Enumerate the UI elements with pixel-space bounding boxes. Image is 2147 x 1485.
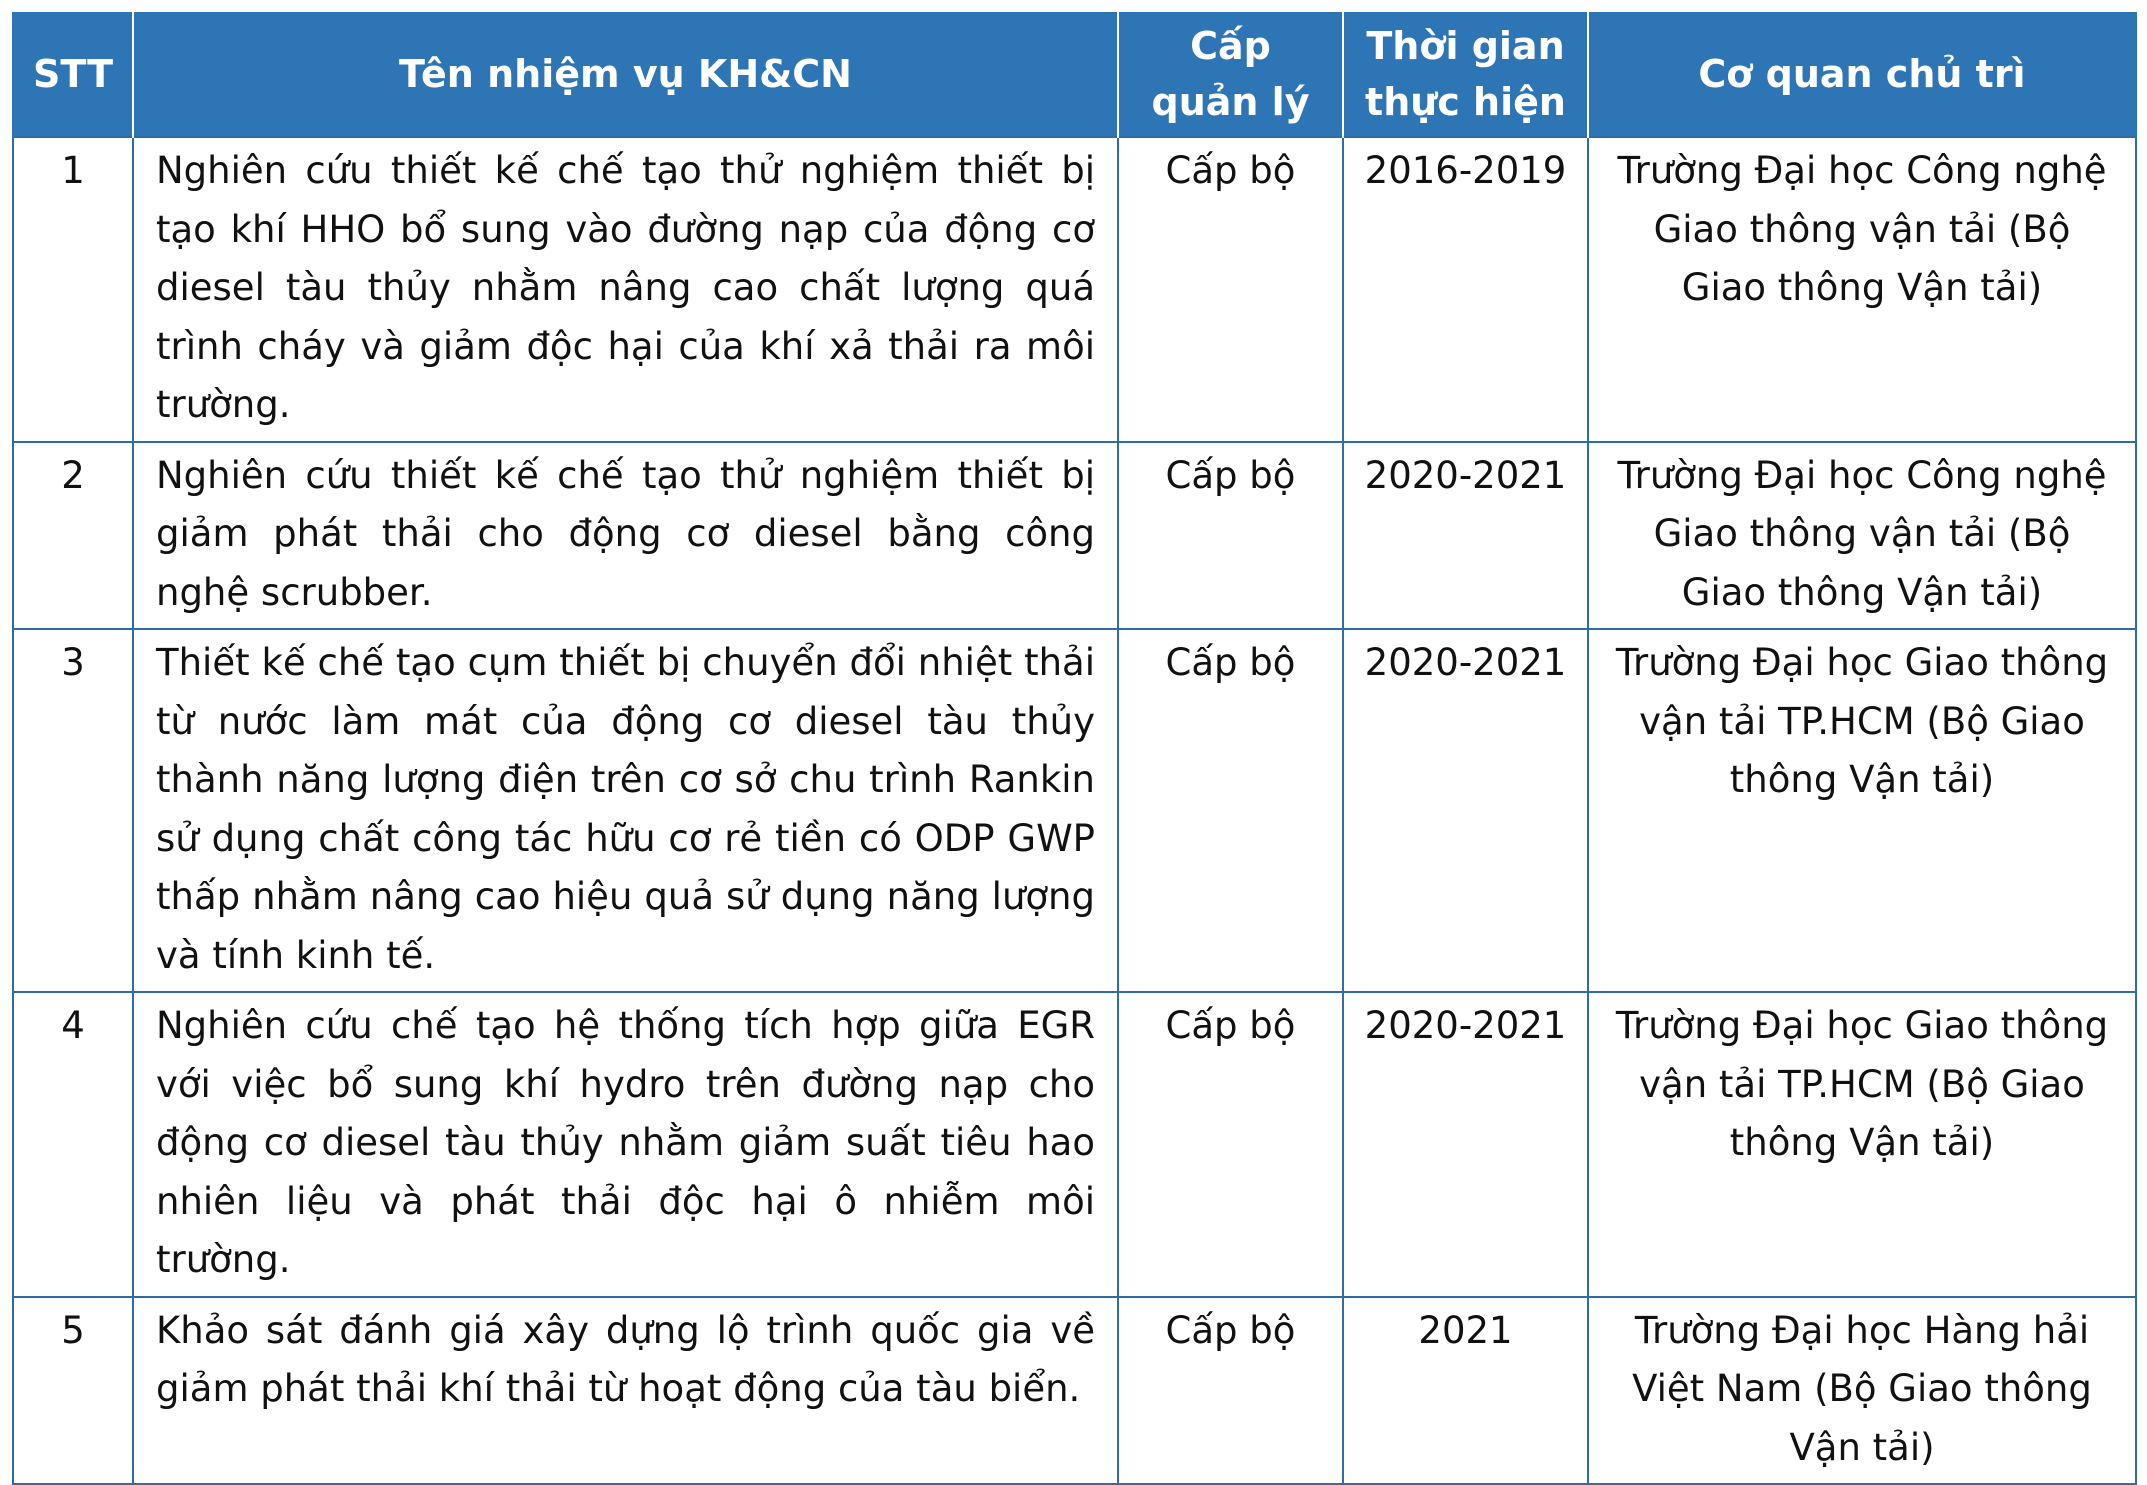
cell-host-organization: Trường Đại học Công nghệ Giao thông vận tải (Bộ Giao thông Vận tải) <box>1588 442 2136 630</box>
cell-management-level: Cấp bộ <box>1118 137 1343 442</box>
table-row <box>13 442 2136 630</box>
header-management-level <box>1118 12 1343 137</box>
cell-duration: 2016-2019 <box>1343 137 1588 442</box>
cell-stt: 1 <box>13 137 133 442</box>
cell-duration: 2020-2021 <box>1343 442 1588 630</box>
cell-stt: 4 <box>13 992 133 1297</box>
table-row <box>13 992 2136 1297</box>
cell-host-organization: Trường Đại học Giao thông vận tải TP.HCM (Bộ Giao thông Vận tải) <box>1588 629 2136 992</box>
cell-task-name: Thiết kế chế tạo cụm thiết bị chuyển đổi nhiệt thải từ nước làm mát của động cơ diesel tàu thủy thành năng lượng điện trên cơ sở chu trình Rankin sử dụng chất công tác hữu cơ rẻ tiền có ODP GWP thấp nhằm nâng cao hiệu quả sử dụng năng lượng và tính kinh tế. <box>133 629 1118 992</box>
table-row <box>13 629 2136 992</box>
cell-stt: 2 <box>13 442 133 630</box>
header-level-line1: Cấp <box>1190 24 1271 68</box>
research-tasks-table-container <box>12 12 2135 1485</box>
cell-management-level: Cấp bộ <box>1118 1297 1343 1485</box>
header-time-line2: thực hiện <box>1365 80 1566 124</box>
cell-task-name: Nghiên cứu chế tạo hệ thống tích hợp giữa EGR với việc bổ sung khí hydro trên đường nạp cho động cơ diesel tàu thủy nhằm giảm suất tiêu hao nhiên liệu và phát thải độc hại ô nhiễm môi trường. <box>133 992 1118 1297</box>
cell-duration: 2020-2021 <box>1343 992 1588 1297</box>
cell-stt: 3 <box>13 629 133 992</box>
header-time-line1: Thời gian <box>1366 24 1565 68</box>
cell-management-level: Cấp bộ <box>1118 629 1343 992</box>
cell-host-organization: Trường Đại học Hàng hải Việt Nam (Bộ Giao thông Vận tải) <box>1588 1297 2136 1485</box>
table-body <box>13 137 2136 1484</box>
cell-host-organization: Trường Đại học Công nghệ Giao thông vận tải (Bộ Giao thông Vận tải) <box>1588 137 2136 442</box>
cell-duration: 2020-2021 <box>1343 629 1588 992</box>
cell-management-level: Cấp bộ <box>1118 442 1343 630</box>
header-level-line2: quản lý <box>1151 80 1310 124</box>
header-host-organization: Cơ quan chủ trì <box>1588 12 2136 137</box>
table-header <box>13 12 2136 137</box>
research-tasks-table <box>12 12 2137 1485</box>
cell-task-name: Khảo sát đánh giá xây dựng lộ trình quốc gia về giảm phát thải khí thải từ hoạt động của tàu biển. <box>133 1297 1118 1485</box>
cell-host-organization: Trường Đại học Giao thông vận tải TP.HCM (Bộ Giao thông Vận tải) <box>1588 992 2136 1297</box>
header-row <box>13 12 2136 137</box>
cell-duration: 2021 <box>1343 1297 1588 1485</box>
cell-task-name: Nghiên cứu thiết kế chế tạo thử nghiệm thiết bị giảm phát thải cho động cơ diesel bằng công nghệ scrubber. <box>133 442 1118 630</box>
header-duration <box>1343 12 1588 137</box>
header-task-name: Tên nhiệm vụ KH&CN <box>133 12 1118 137</box>
cell-task-name: Nghiên cứu thiết kế chế tạo thử nghiệm thiết bị tạo khí HHO bổ sung vào đường nạp của động cơ diesel tàu thủy nhằm nâng cao chất lượng quá trình cháy và giảm độc hại của khí xả thải ra môi trường. <box>133 137 1118 442</box>
cell-stt: 5 <box>13 1297 133 1485</box>
table-row <box>13 137 2136 442</box>
cell-management-level: Cấp bộ <box>1118 992 1343 1297</box>
table-row <box>13 1297 2136 1485</box>
header-stt: STT <box>13 12 133 137</box>
